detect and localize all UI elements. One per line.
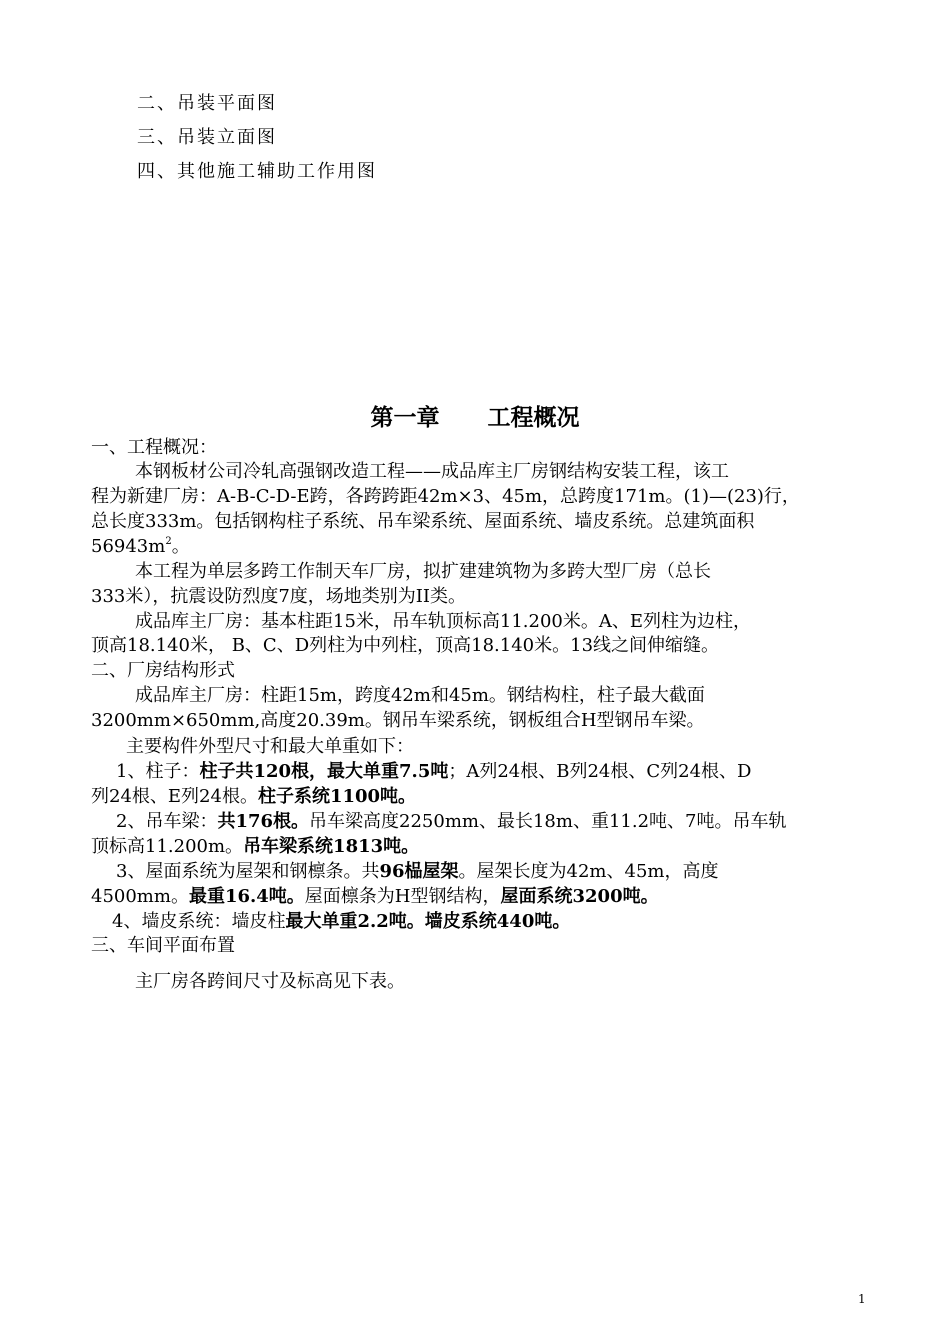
list-item-crane-beams	[116, 810, 906, 834]
section-heading-layout: 三、车间平面布置	[91, 935, 235, 956]
area-unit-superscript: 2	[165, 536, 172, 547]
bold-text: 96榀屋架	[379, 861, 459, 882]
paragraph-line: 程为新建厂房：A-B-C-D-E跨，各跨跨距42m×3、45m，总跨度171m。(1)—(23)行，	[91, 486, 800, 507]
punctuation: 。	[171, 536, 190, 557]
chapter-number: 第一章	[370, 405, 440, 431]
list-item-text: 顶标高11.200m。	[91, 836, 244, 857]
paragraph-line: 本钢板材公司冷轧高强钢改造工程——成品库主厂房钢结构安装工程，该工	[135, 461, 729, 482]
area-value: 56943m	[91, 536, 166, 557]
paragraph-line: 333米），抗震设防烈度7度，场地类别为II类。	[91, 586, 467, 607]
toc-item-auxiliary-drawings: 四、其他施工辅助工作用图	[137, 161, 377, 182]
list-item-text: 屋面檩条为H型钢结构，	[304, 886, 501, 907]
paragraph-line: 主厂房各跨间尺寸及标高见下表。	[135, 971, 405, 992]
list-item-text: 列24根、E列24根。	[91, 786, 258, 807]
list-item-roof-cont	[91, 885, 881, 909]
toc-item-lifting-elevation: 三、吊装立面图	[137, 127, 277, 148]
chapter-heading	[0, 403, 950, 433]
list-item-text: 。屋架长度为42m、45m，高度	[458, 861, 719, 882]
list-item-text: ；A列24根、B列24根、C列24根、D	[448, 761, 752, 782]
section-heading-structure: 二、厂房结构形式	[91, 660, 235, 681]
toc-item-lifting-plan: 二、吊装平面图	[137, 93, 277, 114]
list-item-label: 3、屋面系统为屋架和钢檩条。共	[116, 861, 380, 882]
bold-text: 柱子系统1100吨。	[257, 786, 417, 807]
list-item-columns-cont	[91, 785, 881, 809]
section-heading-overview: 一、工程概况：	[91, 437, 217, 458]
paragraph-line: 3200mm×650mm,高度20.39m。钢吊车梁系统，钢板组合H型钢吊车梁。	[91, 710, 705, 731]
chapter-title: 工程概况	[487, 405, 580, 431]
paragraph-line: 顶高18.140米， B、C、D列柱为中列柱，顶高18.140米。13线之间伸缩缝。	[91, 635, 720, 656]
bold-text: 最大单重2.2吨。墙皮系统440吨。	[285, 911, 571, 932]
list-item-label: 1、柱子：	[116, 761, 200, 782]
list-item-text: 吊车梁高度2250mm、最长18m、重11.2吨、7吨。吊车轨	[309, 811, 787, 832]
list-item-label: 4、墙皮系统：墙皮柱	[112, 911, 286, 932]
list-item-wall	[112, 910, 902, 934]
list-item-label: 2、吊车梁：	[116, 811, 218, 832]
bold-text: 柱子共120根，最大单重7.5吨	[199, 761, 449, 782]
paragraph-line: 总长度333m。包括钢构柱子系统、吊车梁系统、屋面系统、墙皮系统。总建筑面积	[91, 511, 755, 532]
paragraph-line-area	[91, 535, 881, 559]
bold-text: 最重16.4吨。	[188, 886, 305, 907]
paragraph-line: 主要构件外型尺寸和最大单重如下：	[126, 736, 414, 757]
page-number: 1	[858, 1292, 866, 1306]
paragraph-line: 成品库主厂房：基本柱距15米，吊车轨顶标高11.200米。A、E列柱为边柱，	[135, 611, 752, 632]
bold-text: 屋面系统3200吨。	[500, 886, 659, 907]
list-item-text: 4500mm。	[91, 886, 189, 907]
list-item-roof	[116, 860, 906, 884]
bold-text: 吊车梁系统1813吨。	[243, 836, 420, 857]
bold-text: 共176根。	[217, 811, 310, 832]
paragraph-line: 成品库主厂房：柱距15m，跨度42m和45m。钢结构柱，柱子最大截面	[135, 685, 705, 706]
list-item-columns	[116, 760, 906, 784]
paragraph-line: 本工程为单层多跨工作制天车厂房，拟扩建建筑物为多跨大型厂房（总长	[135, 561, 711, 582]
list-item-crane-beams-cont	[91, 835, 881, 859]
